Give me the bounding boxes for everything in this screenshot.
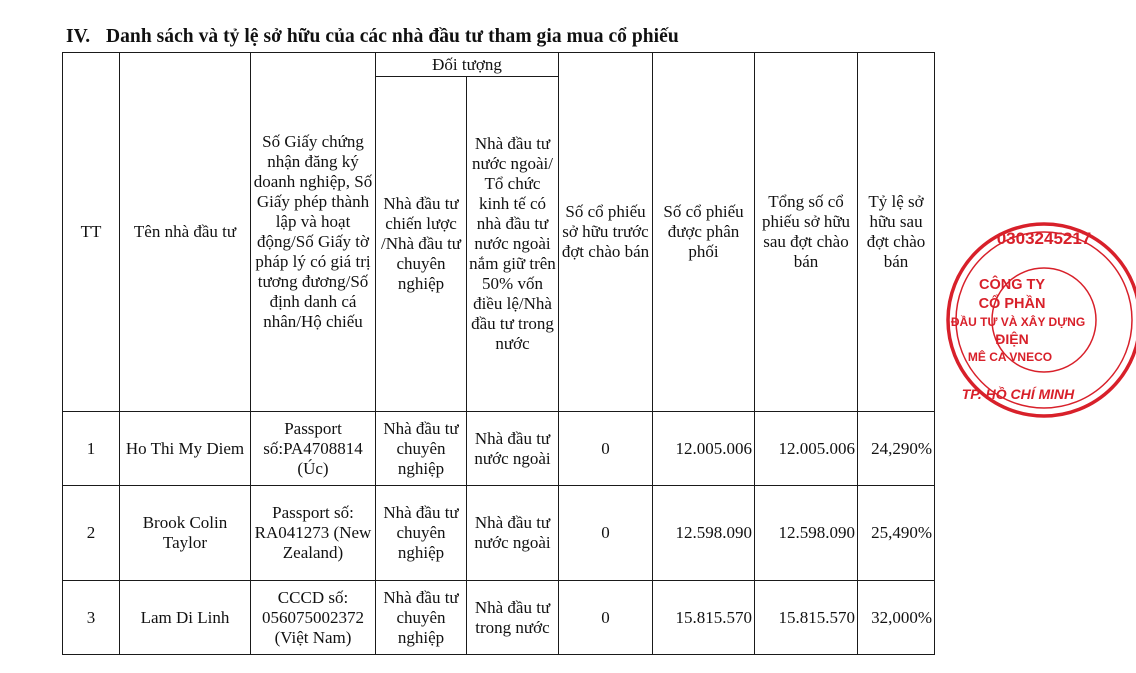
- row-id-doc: CCCD số: 056075002372 (Việt Nam): [251, 581, 376, 655]
- row-strategic: Nhà đầu tư chuyên nghiệp: [376, 486, 467, 581]
- header-strategic: Nhà đầu tư chiến lược /Nhà đầu tư chuyên nghiệp: [376, 77, 467, 412]
- seal-line5: MÊ CA VNECO: [967, 350, 1053, 364]
- header-before: Số cổ phiếu sở hữu trước đợt chào bán: [559, 53, 653, 412]
- header-tt: TT: [63, 53, 120, 412]
- section-title: Danh sách và tỷ lệ sở hữu của các nhà đầu tư tham gia mua cổ phiếu: [106, 26, 679, 47]
- row-ratio: 25,490%: [858, 486, 935, 581]
- row-name: Ho Thi My Diem: [120, 412, 251, 486]
- row-after: 12.598.090: [755, 486, 858, 581]
- row-id-doc: Passport số: RA041273 (New Zealand): [251, 486, 376, 581]
- row-tt: 2: [63, 486, 120, 581]
- row-id-doc: Passport số:PA4708814 (Úc): [251, 412, 376, 486]
- section-number: IV.: [66, 26, 91, 47]
- seal-line4: ĐIỆN: [995, 331, 1029, 347]
- row-after: 12.005.006: [755, 412, 858, 486]
- row-ratio: 24,290%: [858, 412, 935, 486]
- row-strategic: Nhà đầu tư chuyên nghiệp: [376, 412, 467, 486]
- row-strategic: Nhà đầu tư chuyên nghiệp: [376, 581, 467, 655]
- table-row: [63, 581, 935, 655]
- header-group: Đối tượng: [376, 53, 559, 77]
- row-ratio: 32,000%: [858, 581, 935, 655]
- row-tt: 1: [63, 412, 120, 486]
- table-row: [63, 412, 935, 486]
- row-foreign: Nhà đầu tư nước ngoài: [467, 412, 559, 486]
- seal-line1: CÔNG TY: [978, 277, 1046, 293]
- seal-bottom: TP. HỒ CHÍ MINH: [961, 386, 1075, 402]
- header-allocated: Số cổ phiếu được phân phối: [653, 53, 755, 412]
- row-foreign: Nhà đầu tư nước ngoài: [467, 486, 559, 581]
- row-name: Lam Di Linh: [120, 581, 251, 655]
- company-seal: [946, 210, 1136, 440]
- header-after: Tổng số cổ phiếu sở hữu sau đợt chào bán: [755, 53, 858, 412]
- row-name: Brook Colin Taylor: [120, 486, 251, 581]
- seal-line3: ĐẦU TƯ VÀ XÂY DỰNG: [950, 315, 1086, 329]
- table-row: [63, 486, 935, 581]
- header-row-1: [63, 53, 935, 77]
- row-allocated: 12.598.090: [653, 486, 755, 581]
- seal-line2: CỔ PHẦN: [978, 296, 1046, 312]
- row-before: 0: [559, 486, 653, 581]
- row-before: 0: [559, 412, 653, 486]
- row-allocated: 15.815.570: [653, 581, 755, 655]
- header-name: Tên nhà đầu tư: [120, 53, 251, 412]
- header-ratio: Tỷ lệ sở hữu sau đợt chào bán: [858, 53, 935, 412]
- row-tt: 3: [63, 581, 120, 655]
- section-heading: [66, 26, 679, 48]
- investor-table: [62, 52, 935, 655]
- header-foreign: Nhà đầu tư nước ngoài/ Tổ chức kinh tế có nhà đầu tư nước ngoài nắm giữ trên 50% vốn điều lệ/Nhà đầu tư trong nước: [467, 77, 559, 412]
- row-allocated: 12.005.006: [653, 412, 755, 486]
- seal-number: 0303245217: [996, 229, 1092, 248]
- row-after: 15.815.570: [755, 581, 858, 655]
- row-foreign: Nhà đầu tư trong nước: [467, 581, 559, 655]
- row-before: 0: [559, 581, 653, 655]
- header-id-doc: Số Giấy chứng nhận đăng ký doanh nghiệp, Số Giấy phép thành lập và hoạt động/Số Giấy tờ pháp lý có giá trị tương đương/Số định danh cá nhân/Hộ chiếu: [251, 53, 376, 412]
